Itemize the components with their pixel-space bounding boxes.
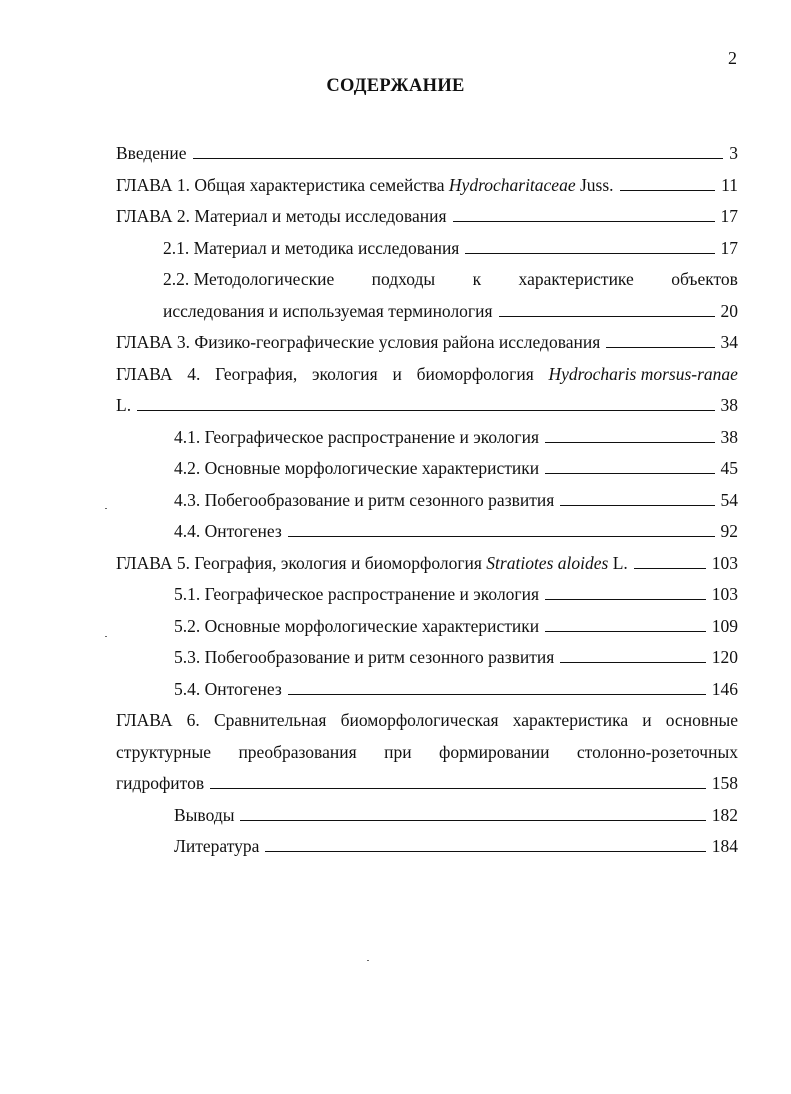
scan-speck bbox=[367, 960, 369, 961]
toc-entry-section-5-4 bbox=[116, 675, 738, 707]
toc-entry-chapter-5 bbox=[116, 549, 738, 581]
toc-entry-label: Введение bbox=[116, 143, 187, 163]
toc-entry-section-4-3 bbox=[116, 486, 738, 518]
toc-page-number: 45 bbox=[720, 458, 738, 478]
toc-entry-label: 2.1. Материал и методика исследования bbox=[163, 237, 460, 258]
leader-line bbox=[560, 647, 705, 663]
toc-page-number: 11 bbox=[721, 174, 738, 195]
toc-page-number: 92 bbox=[720, 521, 738, 541]
leader-line bbox=[265, 836, 705, 852]
toc-page-number: 54 bbox=[720, 489, 738, 510]
leader-line bbox=[288, 521, 715, 537]
leader-line bbox=[620, 175, 716, 191]
leader-line bbox=[560, 490, 714, 506]
toc-entry-chapter-1 bbox=[116, 171, 738, 203]
toc-entry-label: 5.2. Основные морфологические характеристики bbox=[174, 615, 540, 636]
toc-page-number: 34 bbox=[720, 332, 738, 352]
toc-entry-label: ГЛАВА 4. География, экология и биоморфология Hydrocharis morsus-ranae bbox=[116, 363, 738, 384]
toc-page-number: 103 bbox=[711, 552, 738, 573]
toc-entry-label: 2.2. Методологические подходы к характеристике объектов bbox=[163, 269, 738, 289]
leader-line bbox=[453, 206, 715, 222]
toc-entry-label: исследования и используемая терминология bbox=[163, 300, 493, 321]
toc-entry-label: 4.3. Побегообразование и ритм сезонного развития bbox=[174, 489, 555, 510]
toc-page-number: 146 bbox=[711, 678, 738, 699]
toc-entry-label: ГЛАВА 5. География, экология и биоморфология Stratiotes aloides L. bbox=[116, 552, 628, 573]
toc-entry-chapter-2 bbox=[116, 202, 738, 234]
toc-page-number: 17 bbox=[720, 237, 738, 258]
leader-line bbox=[465, 238, 714, 254]
toc-page-number: 17 bbox=[720, 206, 738, 226]
toc-page-number: 109 bbox=[711, 615, 738, 636]
toc-entry-chapter-6-continued bbox=[116, 738, 738, 770]
toc-entry-section-5-2 bbox=[116, 612, 738, 644]
toc-entry-conclusions bbox=[116, 801, 738, 833]
toc-page-number: 182 bbox=[711, 804, 738, 825]
leader-line bbox=[545, 616, 706, 632]
leader-line bbox=[545, 427, 714, 443]
toc-entry-section-4-2 bbox=[116, 454, 738, 486]
toc-entry-chapter-3 bbox=[116, 328, 738, 360]
toc-page-number: 184 bbox=[711, 836, 738, 856]
toc-entry-section-5-1 bbox=[116, 580, 738, 612]
toc-page-number: 20 bbox=[720, 300, 738, 321]
toc-entry-section-4-4 bbox=[116, 517, 738, 549]
leader-line bbox=[193, 143, 724, 159]
leader-line bbox=[210, 773, 706, 789]
toc-entry-label: 5.3. Побегообразование и ритм сезонного развития bbox=[174, 647, 555, 667]
toc-entry-label: ГЛАВА 3. Физико-географические условия района исследования bbox=[116, 332, 601, 352]
table-of-contents bbox=[116, 139, 738, 864]
scan-speck bbox=[105, 508, 107, 509]
taxon-name: Hydrocharis morsus-ranae bbox=[548, 363, 738, 384]
toc-page-number: 38 bbox=[720, 395, 738, 415]
taxon-name: Hydrocharitaceae bbox=[448, 174, 576, 195]
toc-entry-intro bbox=[116, 139, 738, 171]
leader-line bbox=[545, 458, 714, 474]
toc-entry-label: 4.4. Онтогенез bbox=[174, 521, 282, 541]
toc-entry-label: гидрофитов bbox=[116, 773, 205, 793]
toc-entry-chapter-6-end bbox=[116, 769, 738, 801]
toc-page-number: 103 bbox=[711, 584, 738, 604]
toc-entry-label: 5.1. Географическое распространение и экология bbox=[174, 584, 540, 604]
leader-line bbox=[545, 584, 706, 600]
leader-line bbox=[634, 553, 706, 569]
toc-page-number: 158 bbox=[711, 773, 738, 793]
toc-entry-chapter-4-continued bbox=[116, 391, 738, 423]
leader-line bbox=[240, 805, 705, 821]
toc-entry-literature bbox=[116, 832, 738, 864]
toc-entry-label: ГЛАВА 2. Материал и методы исследования bbox=[116, 206, 447, 226]
toc-entry-section-2-2-continued bbox=[116, 297, 738, 329]
page-title: СОДЕРЖАНИЕ bbox=[326, 76, 465, 96]
toc-entry-chapter-4 bbox=[116, 360, 738, 392]
toc-entry-label: 4.2. Основные морфологические характеристики bbox=[174, 458, 540, 478]
toc-entry-label: ГЛАВА 6. Сравнительная биоморфологическая характеристика и основные bbox=[116, 710, 738, 730]
toc-page-number: 120 bbox=[711, 647, 738, 667]
leader-line bbox=[288, 679, 706, 695]
leader-line bbox=[499, 301, 715, 317]
toc-entry-label: Выводы bbox=[174, 804, 235, 825]
toc-entry-label: 4.1. Географическое распространение и экология bbox=[174, 426, 540, 447]
toc-entry-label: Литература bbox=[174, 836, 260, 856]
toc-entry-section-2-2 bbox=[116, 265, 738, 297]
toc-entry-label: структурные преобразования при формировании столонно-розеточных bbox=[116, 741, 738, 762]
leader-line bbox=[137, 395, 714, 411]
toc-entry-chapter-6 bbox=[116, 706, 738, 738]
toc-entry-label: 5.4. Онтогенез bbox=[174, 678, 282, 699]
toc-entry-label: ГЛАВА 1. Общая характеристика семейства Hydrocharitaceae Juss. bbox=[116, 174, 614, 195]
page-number: 2 bbox=[728, 48, 737, 68]
toc-entry-section-2-1 bbox=[116, 234, 738, 266]
toc-entry-label: L. bbox=[116, 395, 132, 415]
toc-entry-section-5-3 bbox=[116, 643, 738, 675]
leader-line bbox=[606, 332, 714, 348]
scan-speck bbox=[105, 636, 107, 637]
toc-page-number: 3 bbox=[729, 143, 738, 163]
toc-entry-section-4-1 bbox=[116, 423, 738, 455]
taxon-name: Stratiotes aloides bbox=[486, 552, 609, 573]
toc-page-number: 38 bbox=[720, 426, 738, 447]
